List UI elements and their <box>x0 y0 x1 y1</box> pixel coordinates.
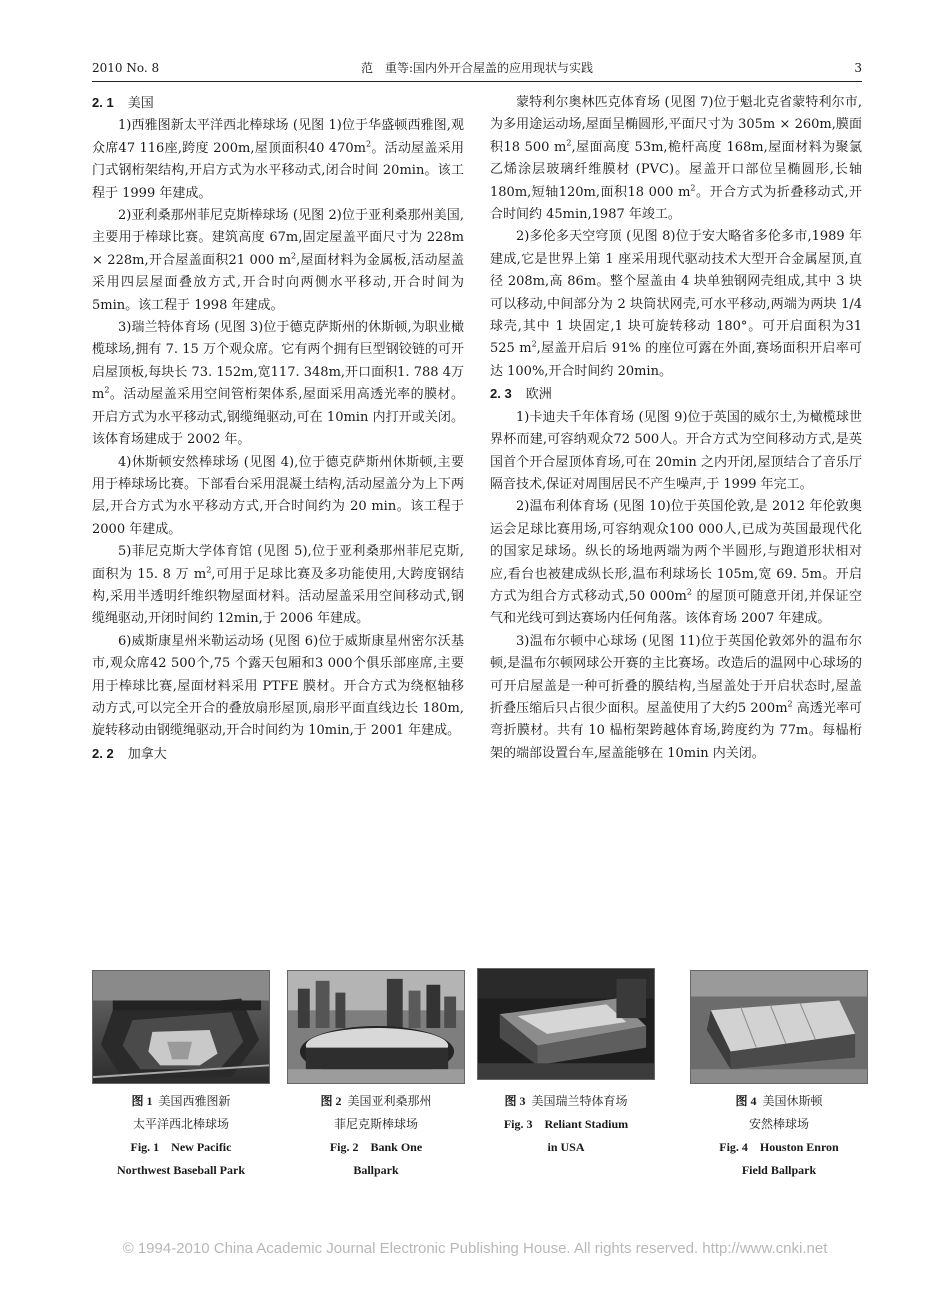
paragraph-montreal: 蒙特利尔奥林匹克体育场 (见图 7)位于魁北克省蒙特利尔市,为多用途运动场,屋面呈椭圆形,平面尺寸为 305m × 260m,膜面积18 500 $m^2$,屋面高度 53m,桅杆高度 168m,屋面材料为聚氯乙烯涂层玻璃纤维膜材 (PVC)。屋盖开口部位呈椭圆形,长轴 180m,短轴120m,面积18 000 $m^2$。开合方式为折叠移动式,开合时间约 45min,1987 年竣工。 <box>490 95 863 223</box>
paragraph-phoenix: 2)亚利桑那州菲尼克斯棒球场 (见图 2)位于亚利桑那州美国,主要用于棒球比赛。建筑高度 67m,固定屋盖平面尺寸为 228m × 228m,开合屋盖面积21 000 $m^2$,屋面材料为金属板,活动屋盖采用四层屋面叠放方式,开合时向两侧水平移动,开合时间为 5min。该工程于 1998 年建成。 <box>92 208 465 313</box>
figure-4-photo <box>690 970 868 1084</box>
paragraph-houston-enron: 4)休斯顿安然棒球场 (见图 4),位于德克萨斯州休斯顿,主要用于棒球场比赛。下部看台采用混凝土结构,活动屋盖分为上下两层,开合方式为水平移动方式,开合时间约为 20 min。该工程于 2000 年建成。 <box>92 454 464 537</box>
article-running-title: 范 重等:国内外开合屋盖的应用现状与实践 <box>360 61 594 75</box>
paragraph-phoenix-university: 5)菲尼克斯大学体育馆 (见图 5),位于亚利桑那州菲尼克斯,面积为 15. 8 万 $m^2$,可用于足球比赛及多功能使用,大跨度钢结构,采用半透明纤维织物屋面材料。活动屋盖采用空间移动式,钢缆绳驱动,开闭时间约 12min,于 2006 年建成。 <box>92 544 464 627</box>
page-number: 3 <box>854 61 862 75</box>
issue-label: 2010 No. 8 <box>92 61 160 75</box>
header-rule <box>92 81 862 82</box>
figure-3-photo <box>477 968 655 1080</box>
figure-3-caption: 图 3 美国瑞兰特体育场 Fig. 3 Reliant Stadium in USA <box>503 1094 629 1154</box>
copyright-footer: © 1994-2010 China Academic Journal Electronic Publishing House. All rights reserved. http://www.cnki.net <box>122 1240 828 1257</box>
section-heading-canada: 2. 2 加拿大 <box>92 745 167 762</box>
paragraph-wimbledon: 3)温布尔顿中心球场 (见图 11)位于英国伦敦郊外的温布尔顿,是温布尔顿网球公开赛的主比赛场。改造后的温网中心球场的可开启屋盖是一种可折叠的膜结构,当屋盖处于开启状态时,屋盖折叠压缩后只占很少面积。屋盖使用了大约5 $200m^2$ 高透光率可弯折膜材。共有 10 榀桁架跨越体育场,跨度约为 77m。每榀桁架的端部设置台车,屋盖能够在 10min 内关闭。 <box>490 633 863 761</box>
section-heading-us: 2. 1 美国 <box>92 95 154 111</box>
figure-1-caption: 图 1 美国西雅图新 太平洋西北棒球场 Fig. 1 New Pacific Northwest Baseball Park <box>117 1094 245 1177</box>
figure-4-caption: 图 4 美国休斯顿 安然棒球场 Fig. 4 Houston Enron Field Ballpark <box>719 1094 839 1177</box>
figure-2-photo <box>287 970 465 1084</box>
running-header <box>92 60 862 82</box>
paragraph-wembley: 2)温布利体育场 (见图 10)位于英国伦敦,是 2012 年伦敦奥运会足球比赛用场,可容纳观众100 000人,已成为英国最现代化的国家足球场。纵长的场地两端为两个半圆形,与跑道形状相对应,看台也被建成纵长形,温布利球场长 105m,宽 69. 5m。开启方式为组合方式移动式,50 $000m^2$ 的屋顶可随意开闭,并保证空气和光线可到达赛场内任何角落。该体育场 2007 年建成。 <box>490 499 863 627</box>
paragraph-reliant: 3)瑞兰特体育场 (见图 3)位于德克萨斯州的休斯顿,为职业橄榄球场,拥有 7. 15 万个观众席。它有两个拥有巨型钢铰链的可开启屋顶板,每块长 73. 152m,宽117. 348m,开口面积1. 788 4万 $m^2$。活动屋盖采用空间管桁架体系,屋面采用高透光率的膜材。开启方式为水平移动式,钢缆绳驱动,可在 10min 内打开或关闭。该体育场建成于 2002 年。 <box>92 320 464 448</box>
figure-row <box>92 970 862 1180</box>
figure-2-caption: 图 2 美国亚利桑那州 菲尼克斯棒球场 Fig. 2 Bank One Ballpark <box>320 1094 432 1177</box>
paragraph-toronto-skydome: 2)多伦多天空穹顶 (见图 8)位于安大略省多伦多市,1989 年建成,它是世界上第 1 座采用现代驱动技术大型开合金属屋顶,直径 208m,高 86m。整个屋盖由 4 块单独钢网壳组成,其中 3 块可以移动,中间部分为 2 块筒状网壳,可水平移动,两端为两块 1/4 球壳,其中 1 块固定,1 块可旋转移动 180°。可开启面积为31 525 $m^2$,屋盖开启后 91% 的座位可露在外面,赛场面积开启率可达 100%,开合时间约 20min。 <box>490 229 862 379</box>
figure-1-photo <box>92 970 270 1084</box>
left-column <box>92 92 464 766</box>
paragraph-seattle: 1)西雅图新太平洋西北棒球场 (见图 1)位于华盛顿西雅图,观众席47 116座,跨度 200m,屋顶面积40 $470m^2$。活动屋盖采用门式钢桁架结构,开启方式为水平移动式,闭合时间 20min。该工程于 1999 年建成。 <box>92 118 464 201</box>
right-column <box>490 92 862 765</box>
section-heading-europe: 2. 3 欧洲 <box>490 386 552 403</box>
paragraph-cardiff: 1)卡迪夫千年体育场 (见图 9)位于英国的威尔士,为橄榄球世界杯而建,可容纳观众72 500人。开合方式为空间移动方式,是英国首个开合屋顶体育场,可在 20min 之内开闭,屋顶结合了音乐厅隔音技术,保证对周围居民不产生噪声,于 1999 年完工。 <box>490 409 862 492</box>
paragraph-miller-park: 6)威斯康星州米勒运动场 (见图 6)位于威斯康星州密尔沃基市,观众席42 500个,75 个露天包厢和3 000个俱乐部座席,主要用于棒球比赛,屋面材料采用 PTFE 膜材。开合方式为绕枢轴移动方式,可以完全开合的叠放扇形屋顶,扇形平面直线边长 180m,旋转移动由钢缆绳驱动,开合时间约为 10min,于 2001 年建成。 <box>92 633 464 739</box>
